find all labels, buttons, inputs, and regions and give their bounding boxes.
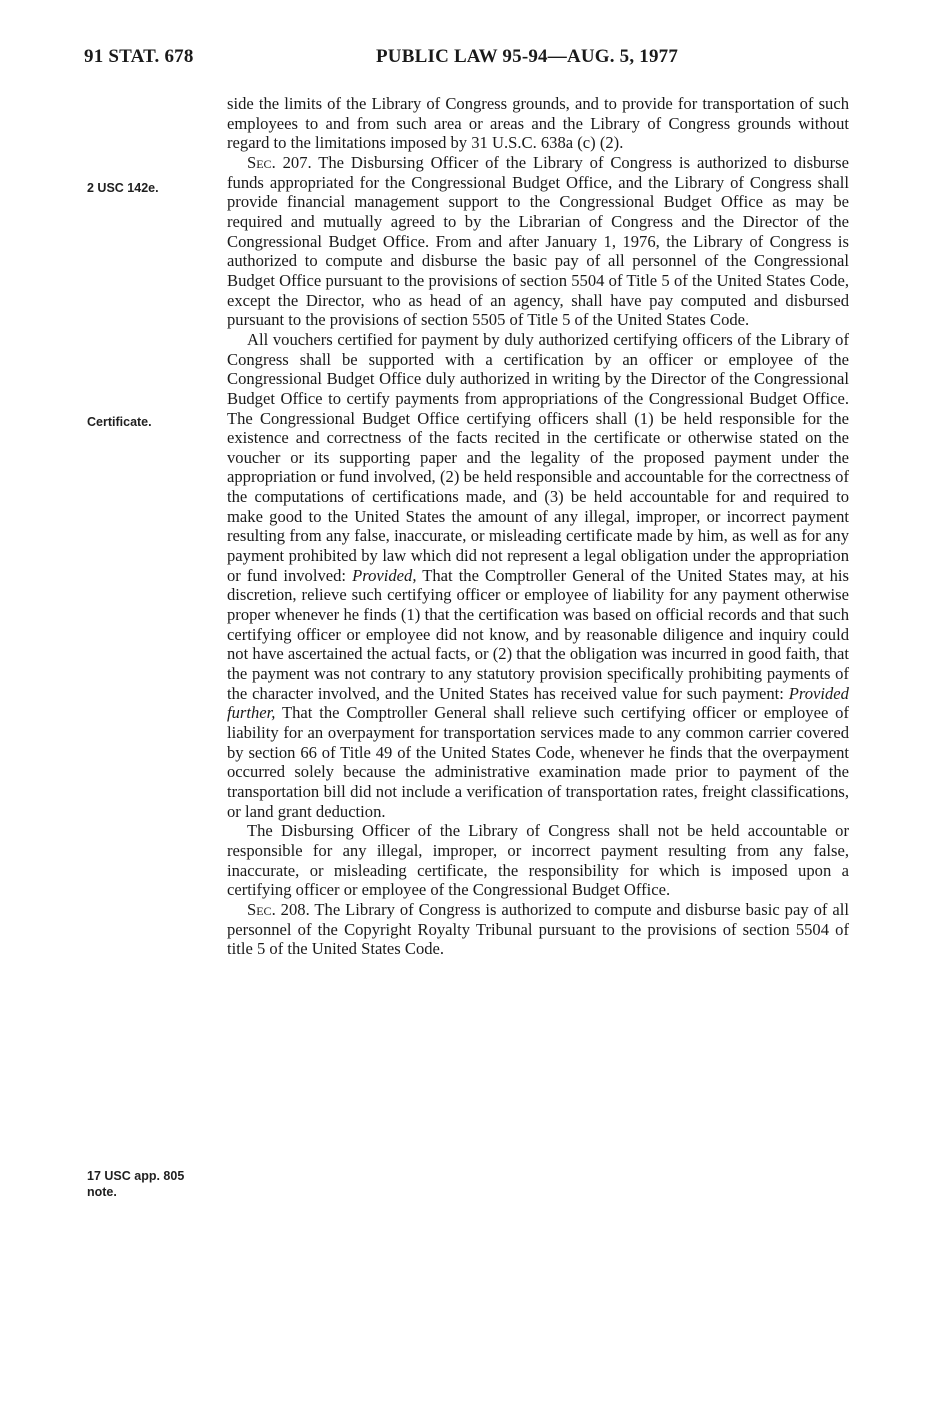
margin-note-certificate: Certificate.	[87, 415, 152, 429]
provided-further-italic: Provided further,	[227, 683, 849, 723]
vouchers-text-part1: All vouchers certified for payment by duly authorized certifying officers of the Library of Congress shall be supported with a certification by an officer or employee of the Congressional Budget Office duly authorized in writing by the Director of the Congressional Budget Office to certify payments from appropriations of the Congressional Budget Office. The Congressional Budget Office certifying officers shall (1) be held responsible for the existence and correctness of the facts recited in the certificate or otherwise stated on the voucher or its supporting paper and the legality of the proposed payment under the appropriation or fund involved, (2) be held responsible and accountable for the correctness of the computations of certifications made, and (3) be held accountable for and required to make good to the United States the amount of any illegal, improper, or incorrect payment resulting from any false, inaccurate, or misleading certificate made by him, as well as for any payment prohibited by law which did not represent a legal obligation under the appropriation or fund involved:	[227, 329, 849, 585]
vouchers-text-part3: That the Comptroller General shall relieve such certifying officer or employee of liability for an overpayment for transportation services made to any common carrier covered by section 66 of Title 49 of the United States Code, whenever he finds that the overpayment occurred solely because the administrative examination made prior to payment of the transportation bill did not include a verification of transportation rates, freight classifications, or land grant deduction.	[227, 703, 849, 821]
sec-207-label: Sec. 207.	[247, 152, 312, 172]
sec-208-text: The Library of Congress is authorized to compute and disburse basic pay of all personnel of the Copyright Royalty Tribunal pursuant to the provisions of section 5504 of title 5 of the United States Code.	[227, 899, 849, 959]
paragraph-sec-207	[227, 153, 849, 330]
running-title: PUBLIC LAW 95-94—AUG. 5, 1977	[376, 46, 679, 67]
margin-note-17-usc-805-line1: 17 USC app. 805	[87, 1169, 185, 1183]
body-text	[227, 94, 849, 959]
provided-italic: Provided,	[352, 565, 417, 585]
sec-208-label: Sec. 208.	[247, 899, 310, 919]
paragraph-continuation: side the limits of the Library of Congress grounds, and to provide for transportation of such employees to and from such area or areas and the Library of Congress grounds without regard to the limitations imposed by 31 U.S.C. 638a (c) (2).	[227, 94, 849, 153]
page-header	[84, 46, 864, 76]
sec-207-text: The Disbursing Officer of the Library of Congress is authorized to disburse funds appropriated for the Congressional Budget Office, and the Library of Congress shall provide financial management support to the Congressional Budget Office as may be required and mutually agreed to by the Librarian of Congress and the Director of the Congressional Budget Office. From and after January 1, 1976, the Library of Congress is authorized to compute and disburse the basic pay of all personnel of the Congressional Budget Office pursuant to the provisions of section 5504 of Title 5 of the United States Code, except the Director, who as head of an agency, shall have pay computed and disbursed pursuant to the provisions of section 5505 of Title 5 of the United States Code.	[227, 152, 849, 330]
margin-note-2-usc-142e: 2 USC 142e.	[87, 181, 159, 195]
margin-note-17-usc-805-line2: note.	[87, 1185, 117, 1199]
paragraph-sec-208	[227, 900, 849, 959]
vouchers-text-part2: That the Comptroller General of the United States may, at his discretion, relieve such certifying officer or employee of liability for any payment otherwise proper whenever he finds (1) that the certification was based on official records and that such certifying officer or employee did not know, and by reasonable diligence and inquiry could not have ascertained the actual facts, or (2) that the obligation was incurred in good faith, that the payment was not contrary to any statutory provision specifically prohibiting payments of the character involved, and the United States has received value for such payment:	[227, 565, 849, 703]
stat-citation: 91 STAT. 678	[84, 46, 194, 67]
margin-note-17-usc-805	[87, 1168, 184, 1200]
paragraph-disbursing-officer: The Disbursing Officer of the Library of Congress shall not be held accountable or responsible for any illegal, improper, or incorrect payment resulting from any false, inaccurate, or misleading certificate, the responsibility for which is imposed upon a certifying officer or employee of the Congressional Budget Office.	[227, 821, 849, 900]
paragraph-vouchers	[227, 330, 849, 821]
